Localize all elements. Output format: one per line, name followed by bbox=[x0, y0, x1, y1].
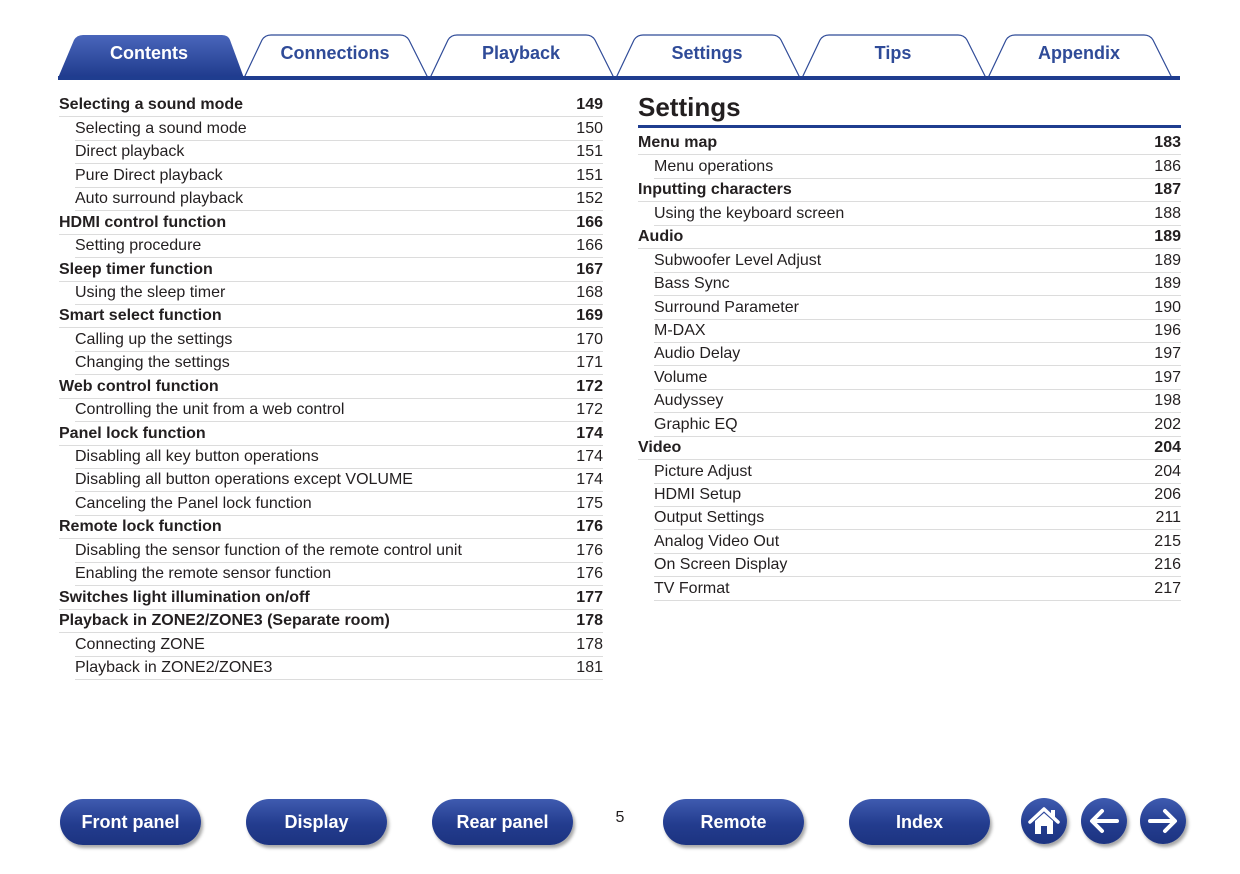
toc-entry-page: 187 bbox=[1154, 181, 1181, 199]
toc-entry-page: 176 bbox=[576, 541, 603, 559]
back-arrow-icon bbox=[1081, 798, 1127, 844]
toc-entry-page: 174 bbox=[576, 448, 603, 465]
toc-entry-title: Menu operations bbox=[654, 157, 774, 175]
toc-entry-title: Menu map bbox=[638, 134, 718, 152]
toc-entry-page: 216 bbox=[1154, 556, 1181, 574]
toc-sub-entry[interactable] bbox=[75, 352, 603, 375]
toc-entry-title: Using the keyboard screen bbox=[654, 204, 845, 222]
toc-entry-page: 206 bbox=[1154, 486, 1181, 503]
toc-entry-page: 166 bbox=[576, 213, 603, 231]
settings-toc-list bbox=[638, 132, 1181, 601]
section-title: Settings bbox=[638, 92, 1181, 128]
toc-sub-entry[interactable] bbox=[75, 539, 603, 562]
toc-entry-title: Subwoofer Level Adjust bbox=[654, 251, 822, 269]
toc-entry-title: Disabling all button operations except VOLUME bbox=[75, 471, 413, 489]
toc-entry-title: Switches light illumination on/off bbox=[59, 588, 310, 606]
toc-sub-entry[interactable] bbox=[75, 141, 603, 164]
remote-button[interactable]: Remote bbox=[663, 799, 804, 845]
index-button[interactable]: Index bbox=[849, 799, 990, 845]
toc-entry-page: 167 bbox=[576, 260, 603, 278]
toc-entry-title: Using the sleep timer bbox=[75, 283, 226, 301]
tab-tips[interactable]: Tips bbox=[874, 43, 912, 63]
toc-sub-entry[interactable] bbox=[75, 446, 603, 469]
toc-entry-title: Video bbox=[638, 439, 682, 457]
toc-entry-page: 149 bbox=[576, 96, 603, 114]
toc-entry-title: Calling up the settings bbox=[75, 330, 233, 348]
toc-entry-page: 174 bbox=[576, 471, 603, 489]
display-button[interactable]: Display bbox=[246, 799, 387, 845]
toc-entry-page: 202 bbox=[1154, 415, 1181, 433]
tab-appendix[interactable]: Appendix bbox=[1037, 43, 1120, 63]
toc-left-column bbox=[59, 94, 603, 680]
toc-entry-title: Playback in ZONE2/ZONE3 (Separate room) bbox=[59, 612, 390, 630]
toc-entry-page: 215 bbox=[1154, 532, 1181, 550]
toc-sub-entry[interactable] bbox=[654, 202, 1181, 225]
toc-sub-entry[interactable] bbox=[75, 235, 603, 258]
toc-entry-page: 211 bbox=[1155, 509, 1181, 527]
toc-heading-entry[interactable] bbox=[638, 179, 1181, 202]
toc-sub-entry[interactable] bbox=[75, 282, 603, 305]
toc-entry-page: 204 bbox=[1154, 439, 1181, 457]
toc-sub-entry[interactable] bbox=[75, 633, 603, 656]
toc-heading-entry[interactable] bbox=[59, 375, 603, 398]
toc-entry-title: Auto surround playback bbox=[75, 190, 244, 208]
toc-heading-entry[interactable] bbox=[59, 305, 603, 328]
toc-entry-title: Surround Parameter bbox=[654, 298, 799, 316]
toc-entry-page: 217 bbox=[1154, 579, 1181, 597]
toc-entry-title: Enabling the remote sensor function bbox=[75, 565, 332, 583]
toc-entry-title: Volume bbox=[654, 368, 708, 386]
page-number: 5 bbox=[615, 809, 625, 826]
toc-sub-entry[interactable] bbox=[654, 390, 1181, 413]
tab-bar bbox=[58, 34, 1180, 80]
toc-entry-title: Disabling the sensor function of the remote control unit bbox=[75, 541, 462, 559]
toc-entry-title: Disabling all key button operations bbox=[75, 448, 319, 465]
toc-entry-title: Panel lock function bbox=[59, 424, 206, 442]
toc-sub-entry[interactable] bbox=[75, 328, 603, 351]
toc-sub-entry[interactable] bbox=[654, 507, 1181, 530]
toc-entry-page: 152 bbox=[576, 190, 603, 208]
toc-sub-entry[interactable] bbox=[75, 399, 603, 422]
toc-entry-title: HDMI Setup bbox=[654, 486, 742, 503]
toc-entry-title: Selecting a sound mode bbox=[59, 96, 244, 114]
toc-entry-page: 176 bbox=[576, 565, 603, 583]
toc-entry-title: Picture Adjust bbox=[654, 462, 752, 480]
toc-entry-page: 166 bbox=[576, 237, 603, 255]
toc-entry-page: 204 bbox=[1154, 462, 1181, 480]
toc-entry-title: Playback in ZONE2/ZONE3 bbox=[75, 658, 273, 676]
forward-button[interactable] bbox=[1140, 798, 1186, 844]
tab-connections[interactable]: Connections bbox=[280, 43, 390, 63]
toc-entry-page: 189 bbox=[1154, 275, 1181, 293]
toc-sub-entry[interactable] bbox=[654, 249, 1181, 272]
toc-entry-page: 178 bbox=[576, 612, 603, 630]
toc-entry-title: Analog Video Out bbox=[654, 532, 780, 550]
toc-heading-entry[interactable] bbox=[59, 586, 603, 609]
toc-entry-page: 196 bbox=[1154, 321, 1181, 339]
forward-arrow-icon bbox=[1140, 798, 1186, 844]
toc-entry-page: 172 bbox=[576, 377, 603, 395]
toc-entry-title: Bass Sync bbox=[654, 275, 730, 293]
toc-entry-title: Remote lock function bbox=[59, 518, 222, 536]
toc-entry-page: 183 bbox=[1154, 134, 1181, 152]
toc-entry-page: 188 bbox=[1154, 204, 1181, 222]
toc-entry-page: 186 bbox=[1154, 157, 1181, 175]
back-button[interactable] bbox=[1081, 798, 1127, 844]
toc-entry-title: Inputting characters bbox=[638, 181, 792, 199]
toc-sub-entry[interactable] bbox=[654, 577, 1181, 600]
toc-entry-page: 181 bbox=[576, 658, 603, 676]
toc-sub-entry[interactable] bbox=[75, 469, 603, 492]
toc-entry-title: Setting procedure bbox=[75, 237, 202, 255]
toc-entry-page: 190 bbox=[1154, 298, 1181, 316]
toc-sub-entry[interactable] bbox=[75, 164, 603, 187]
tab-playback[interactable]: Playback bbox=[481, 43, 561, 63]
toc-entry-page: 197 bbox=[1154, 368, 1181, 386]
toc-sub-entry[interactable] bbox=[654, 530, 1181, 553]
toc-entry-page: 189 bbox=[1154, 251, 1181, 269]
toc-entry-title: Web control function bbox=[59, 377, 219, 395]
toc-entry-title: Direct playback bbox=[75, 143, 185, 161]
toc-entry-page: 151 bbox=[576, 166, 603, 184]
toc-entry-title: M-DAX bbox=[654, 321, 706, 339]
toc-entry-title: On Screen Display bbox=[654, 556, 788, 574]
toc-right-column bbox=[638, 92, 1181, 601]
toc-heading-entry[interactable] bbox=[59, 516, 603, 539]
toc-entry-title: Changing the settings bbox=[75, 354, 230, 372]
toc-heading-entry[interactable] bbox=[638, 226, 1181, 249]
home-icon bbox=[1021, 798, 1067, 844]
toc-entry-title: Selecting a sound mode bbox=[75, 119, 247, 137]
toc-entry-title: Graphic EQ bbox=[654, 415, 738, 433]
toc-entry-page: 150 bbox=[576, 119, 603, 137]
toc-sub-entry[interactable] bbox=[75, 117, 603, 140]
toc-entry-page: 171 bbox=[576, 354, 603, 372]
toc-sub-entry[interactable] bbox=[654, 343, 1181, 366]
toc-sub-entry[interactable] bbox=[75, 188, 603, 211]
toc-entry-page: 168 bbox=[576, 283, 603, 301]
tab-settings[interactable]: Settings bbox=[671, 43, 743, 63]
toc-entry-title: Audio bbox=[638, 228, 684, 246]
home-button[interactable] bbox=[1021, 798, 1067, 844]
rear-panel-button[interactable]: Rear panel bbox=[432, 799, 573, 845]
toc-entry-title: Pure Direct playback bbox=[75, 166, 223, 184]
toc-sub-entry[interactable] bbox=[654, 366, 1181, 389]
toc-sub-entry[interactable] bbox=[75, 657, 603, 680]
toc-sub-entry[interactable] bbox=[654, 296, 1181, 319]
toc-sub-entry[interactable] bbox=[654, 413, 1181, 436]
toc-entry-page: 174 bbox=[576, 424, 603, 442]
toc-entry-title: Controlling the unit from a web control bbox=[75, 401, 345, 419]
toc-sub-entry[interactable] bbox=[654, 155, 1181, 178]
front-panel-button[interactable]: Front panel bbox=[60, 799, 201, 845]
toc-sub-entry[interactable] bbox=[75, 492, 603, 515]
toc-heading-entry[interactable] bbox=[59, 211, 603, 234]
toc-entry-title: Smart select function bbox=[59, 307, 222, 325]
toc-entry-page: 197 bbox=[1154, 345, 1181, 363]
toc-entry-page: 189 bbox=[1154, 228, 1181, 246]
toc-sub-entry[interactable] bbox=[654, 484, 1181, 507]
toc-heading-entry[interactable] bbox=[59, 422, 603, 445]
tab-contents[interactable]: Contents bbox=[110, 43, 188, 63]
toc-entry-title: Audio Delay bbox=[654, 345, 741, 363]
toc-entry-title: Canceling the Panel lock function bbox=[75, 494, 312, 512]
toc-entry-title: Connecting ZONE bbox=[75, 635, 205, 653]
toc-entry-page: 151 bbox=[576, 143, 603, 161]
toc-heading-entry[interactable] bbox=[59, 610, 603, 633]
toc-entry-page: 172 bbox=[576, 401, 603, 419]
toc-sub-entry[interactable] bbox=[654, 460, 1181, 483]
toc-heading-entry[interactable] bbox=[59, 94, 603, 117]
toc-sub-entry[interactable] bbox=[75, 563, 603, 586]
toc-entry-title: Output Settings bbox=[654, 509, 765, 527]
toc-entry-page: 176 bbox=[576, 518, 603, 536]
toc-heading-entry[interactable] bbox=[59, 258, 603, 281]
toc-heading-entry[interactable] bbox=[638, 132, 1181, 155]
toc-entry-page: 175 bbox=[576, 494, 603, 512]
toc-entry-page: 198 bbox=[1154, 392, 1181, 410]
toc-entry-page: 177 bbox=[576, 588, 603, 606]
toc-sub-entry[interactable] bbox=[654, 320, 1181, 343]
toc-entry-title: TV Format bbox=[654, 579, 730, 597]
toc-sub-entry[interactable] bbox=[654, 554, 1181, 577]
toc-entry-title: HDMI control function bbox=[59, 213, 227, 231]
toc-entry-page: 178 bbox=[576, 635, 603, 653]
toc-sub-entry[interactable] bbox=[654, 273, 1181, 296]
toc-entry-page: 169 bbox=[576, 307, 603, 325]
toc-entry-page: 170 bbox=[576, 330, 603, 348]
toc-heading-entry[interactable] bbox=[638, 437, 1181, 460]
toc-entry-title: Sleep timer function bbox=[59, 260, 213, 278]
toc-entry-title: Audyssey bbox=[654, 392, 724, 410]
